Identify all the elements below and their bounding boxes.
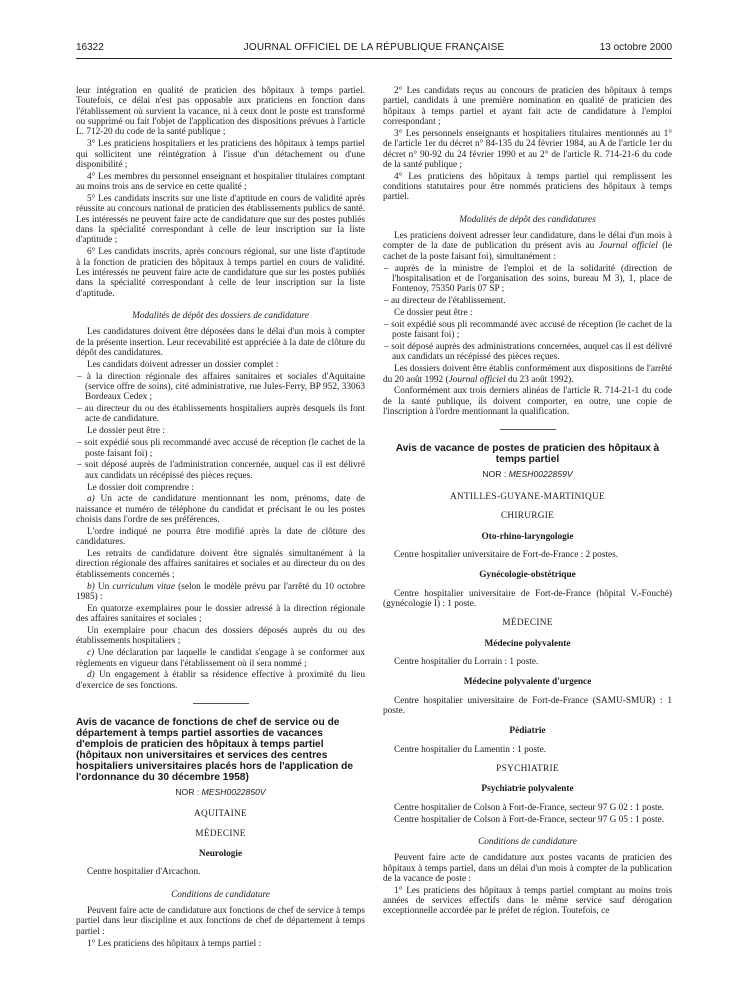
specialty-heading: Oto-rhino-laryngologie: [481, 531, 574, 542]
category-heading: CHIRURGIE: [500, 511, 555, 522]
list-item: – soit expédié sous pli recommandé avec accusé de réception (le cachet de la poste faisant foi) ;: [77, 438, 365, 459]
notice-title: Avis de vacance de fonctions de chef de service ou de département à temps partiel assorties de vacances d'emplois de praticien des hôpitaux à temps partiel (hôpitaux non universitaires et services des centres hospitaliers universitaires placés hors de l'application de l'ordonnance du 30 décembre 1958): [76, 717, 354, 784]
list-letter: c): [87, 648, 95, 659]
establishment-entry: Centre hospitalier universitaire de Fort-de-France (hôpital V.-Fouché) (gynécologie I) : 1 poste.: [383, 588, 672, 609]
nor-reference: [76, 787, 365, 797]
section-subheading: Modalités de dépôt des candidatures: [459, 214, 596, 225]
paragraph-italic: Journal officiel: [598, 241, 658, 252]
paragraph: 2° Les candidats reçus au concours de praticien des hôpitaux à temps partiel, candidats à une première nomination en qualité de praticien des hôpitaux à temps partiel et ayant fait acte de candidature à l'emploi correspondant ;: [383, 86, 672, 128]
establishment-entry: Centre hospitalier du Lorrain : 1 poste.: [394, 656, 539, 667]
page-header: [76, 42, 672, 58]
paragraph: Peuvent faire acte de candidature aux postes vacants de praticien des hôpitaux à temps partiel, dans un délai d'un mois à compter de la publication de la vacance de poste :: [383, 853, 672, 884]
paragraph: 4° Les membres du personnel enseignant et hospitalier titulaires comptant au moins trois ans de service en cette qualité ;: [76, 171, 365, 193]
list-item: – soit déposé auprès des administrations concernées, auquel cas il est délivré aux candidats un récépissé des pièces reçues.: [384, 342, 672, 363]
list-item: – soit déposé auprès de l'administration concernée, auquel cas il est délivré aux candidats un récépissé des pièces reçues.: [77, 460, 365, 481]
paragraph: Le dossier peut être :: [87, 426, 165, 437]
paragraph-text: Les dossiers doivent être établis conformément aux dispositions de l'arrêté du 20 août 1992 (: [383, 364, 672, 385]
paragraph: Conformément aux trois derniers alinéas de l'article R. 714-21-1 du code de la santé publique, ils doivent comporter, en outre, une copie de l'inscription à l'ordre mentionnant la qualification.: [383, 386, 672, 418]
paragraph: Ce dossier peut être :: [394, 308, 473, 319]
paragraph: Le dossier doit comprendre :: [87, 482, 194, 493]
left-column: [76, 86, 365, 951]
page-number: 16322: [76, 42, 104, 53]
nor-code: MESH0022859V: [508, 469, 573, 480]
region-heading: ANTILLES-GUYANE-MARTINIQUE: [450, 491, 605, 502]
category-heading: MÉDECINE: [502, 618, 553, 629]
specialty-heading: Psychiatrie polyvalente: [481, 784, 574, 795]
specialty-heading: Médecine polyvalente d'urgence: [463, 677, 592, 688]
specialty-heading: Neurologie: [198, 849, 243, 860]
nor-label: NOR :: [175, 787, 202, 798]
paragraph-text: Un acte de candidature mentionnant les nom, prénoms, date de naissance et numéro de téléphone du candidat et précisant le ou les postes choisis dans l'ordre de ses préférences.: [76, 494, 365, 526]
paragraph: [76, 582, 365, 603]
paragraph: Les retraits de candidature doivent être signalés simultanément à la direction régionale des affaires sanitaires et sociales et au directeur du ou des établissements concernés ;: [76, 549, 365, 580]
paragraph-text: du 23 août 1992).: [505, 374, 574, 385]
list-item: – auprès de la ministre de l'emploi et de la solidarité (direction de l'hospitalisation et de l'organisation des soins, bureau M 3), 1, place de Fontenoy, 75350 Paris 07 SP ;: [384, 263, 672, 295]
list-letter: d): [87, 670, 95, 681]
paragraph: En quatorze exemplaires pour le dossier adressé à la direction régionale des affaires sanitaires et sociales ;: [76, 603, 365, 625]
list-item: – à la direction régionale des affaires sanitaires et sociales d'Aquitaine (service offre de soins), cité administrative, rue Jules-Ferry, BP 952, 33063 Bordeaux Cedex ;: [77, 371, 365, 403]
list-item: – au directeur du ou des établissements hospitaliers auprès desquels ils font acte de candidature.: [77, 404, 365, 425]
section-subheading: Conditions de candidature: [478, 836, 577, 847]
paragraph-text: Un: [94, 581, 113, 592]
establishment-entry: Centre hospitalier universitaire de Fort-de-France : 2 postes.: [394, 549, 619, 560]
establishment-entry: Centre hospitalier de Colson à Fort-de-France, secteur 97 G 05 : 1 poste.: [394, 814, 665, 825]
paragraph: 3° Les praticiens hospitaliers et les praticiens des hôpitaux à temps partiel qui sollicitent une réintégration à l'issue d'un détachement ou d'une disponibilité ;: [76, 139, 365, 170]
paragraph: [383, 364, 672, 385]
section-separator: [193, 703, 249, 705]
paragraph: 1° Les praticiens des hôpitaux à temps partiel :: [87, 938, 262, 949]
journal-title: JOURNAL OFFICIEL DE LA RÉPUBLIQUE FRANÇAISE: [243, 42, 505, 53]
paragraph: L'ordre indiqué ne pourra être modifié après la date de clôture des candidatures.: [76, 526, 365, 548]
paragraph: 5° Les candidats inscrits sur une liste d'aptitude en cours de validité après réussite au concours national de praticien des établissements publics de santé. Les intéressés ne peuvent faire acte de candidature que sur des postes publiés dans la spécialité correspondant à celle de leur inscription sur la liste d'aptitude ;: [76, 193, 365, 246]
nor-reference: [383, 469, 672, 479]
section-separator: [500, 429, 556, 431]
paragraph-text: Les praticiens doivent adresser leur candidature, dans le délai d'un mois à compter de la date de publication du présent avis au: [383, 231, 672, 252]
list-item: – au directeur de l'établissement.: [384, 296, 506, 307]
header-rule: [76, 58, 672, 59]
paragraph: Les candidatures doivent être déposées dans le délai d'un mois à compter de la présente insertion. Leur recevabilité est appréciée à la date de clôture du dépôt des candidatures.: [76, 327, 365, 358]
paragraph: Les candidats doivent adresser un dossier complet :: [87, 359, 279, 370]
paragraph: [76, 648, 365, 669]
establishment-entry: Centre hospitalier de Colson à Fort-de-France, secteur 97 G 02 : 1 poste.: [394, 802, 665, 813]
list-item: – soit expédié sous pli recommandé avec accusé de réception (le cachet de la poste faisant foi) ;: [384, 319, 672, 341]
establishment-entry: Centre hospitalier universitaire de Fort-de-France (SAMU-SMUR) : 1 poste.: [383, 695, 672, 716]
notice-title: Avis de vacance de postes de praticien des hôpitaux à temps partiel: [395, 443, 660, 466]
category-heading: MÉDECINE: [195, 828, 246, 839]
list-letter: b): [87, 581, 95, 592]
paragraph: leur intégration en qualité de praticien des hôpitaux à temps partiel. Toutefois, ce délai n'est pas opposable aux praticiens en fonction dans l'établissement où survient la vacance, ni à ceux dont le poste est transformé ou supprimé ou fait l'objet de l'application des dispositions prévues à l'article L. 712-20 du code de la santé publique ;: [76, 86, 365, 138]
nor-label: NOR :: [482, 469, 509, 480]
paragraph-italic: Journal officiel: [448, 374, 506, 385]
paragraph: 3° Les personnels enseignants et hospitaliers titulaires mentionnés au 1° de l'article 1er du décret n° 84-135 du 24 février 1984, au A de l'article 1er du décret n° 90-92 du 24 février 1990 et au 2° de l'article R. 714-21-6 du code de la santé publique ;: [383, 128, 672, 170]
category-heading: PSYCHIATRIE: [496, 763, 559, 774]
paragraph-italic: curriculum vitae: [112, 581, 175, 592]
paragraph: 6° Les candidats inscrits, après concours régional, sur une liste d'aptitude à la fonction de praticien des hôpitaux à temps partiel en cours de validité. Les intéressés ne peuvent faire acte de candidature que sur les postes publiés dans la spécialité correspondant à celle de leur inscription sur la liste d'aptitude.: [76, 247, 365, 299]
section-subheading: Modalités de dépôt des dossiers de candidature: [132, 310, 309, 321]
paragraph-text: (selon le modèle prévu par l'arrêté du 10 octobre 1985) :: [76, 581, 365, 602]
paragraph-text: (le cachet de la poste faisant foi), simultanément :: [383, 241, 672, 262]
nor-code: MESH0022850V: [201, 787, 266, 798]
specialty-heading: Pédiatrie: [509, 726, 546, 737]
paragraph: Peuvent faire acte de candidature aux fonctions de chef de service à temps partiel dans leur discipline et aux fonctions de chef de département à temps partiel :: [76, 906, 365, 937]
paragraph-text: Un engagement à établir sa résidence effective à proximité du lieu d'exercice de ses fonctions.: [76, 670, 365, 691]
paragraph-text: Une déclaration par laquelle le candidat s'engage à se conformer aux règlements en vigueur dans l'établissement où il sera nommé ;: [76, 648, 365, 669]
paragraph: 4° Les praticiens des hôpitaux à temps partiel qui remplissent les conditions statutaires pour être nommés praticiens des hôpitaux à temps partiel.: [383, 171, 672, 203]
paragraph: [383, 231, 672, 262]
paragraph: Un exemplaire pour chacun des dossiers déposés auprès du ou des établissements hospitaliers ;: [76, 626, 365, 647]
paragraph: 1° Les praticiens des hôpitaux à temps partiel comptant au moins trois années de services effectifs dans le même service sauf dérogation exceptionnelle accordée par le préfet de région. Toutefois, ce: [383, 885, 672, 917]
establishment-entry: Centre hospitalier d'Arcachon.: [87, 867, 201, 878]
establishment-entry: Centre hospitalier du Lamentin : 1 poste.: [394, 744, 547, 755]
right-column: [383, 86, 672, 918]
paragraph: [76, 670, 365, 691]
region-heading: AQUITAINE: [193, 809, 248, 820]
section-subheading: Conditions de candidature: [171, 889, 270, 900]
paragraph: [76, 494, 365, 525]
list-letter: a): [87, 494, 95, 505]
specialty-heading: Gynécologie-obstétrique: [479, 570, 576, 581]
specialty-heading: Médecine polyvalente: [484, 638, 571, 649]
publication-date: 13 octobre 2000: [599, 42, 672, 53]
